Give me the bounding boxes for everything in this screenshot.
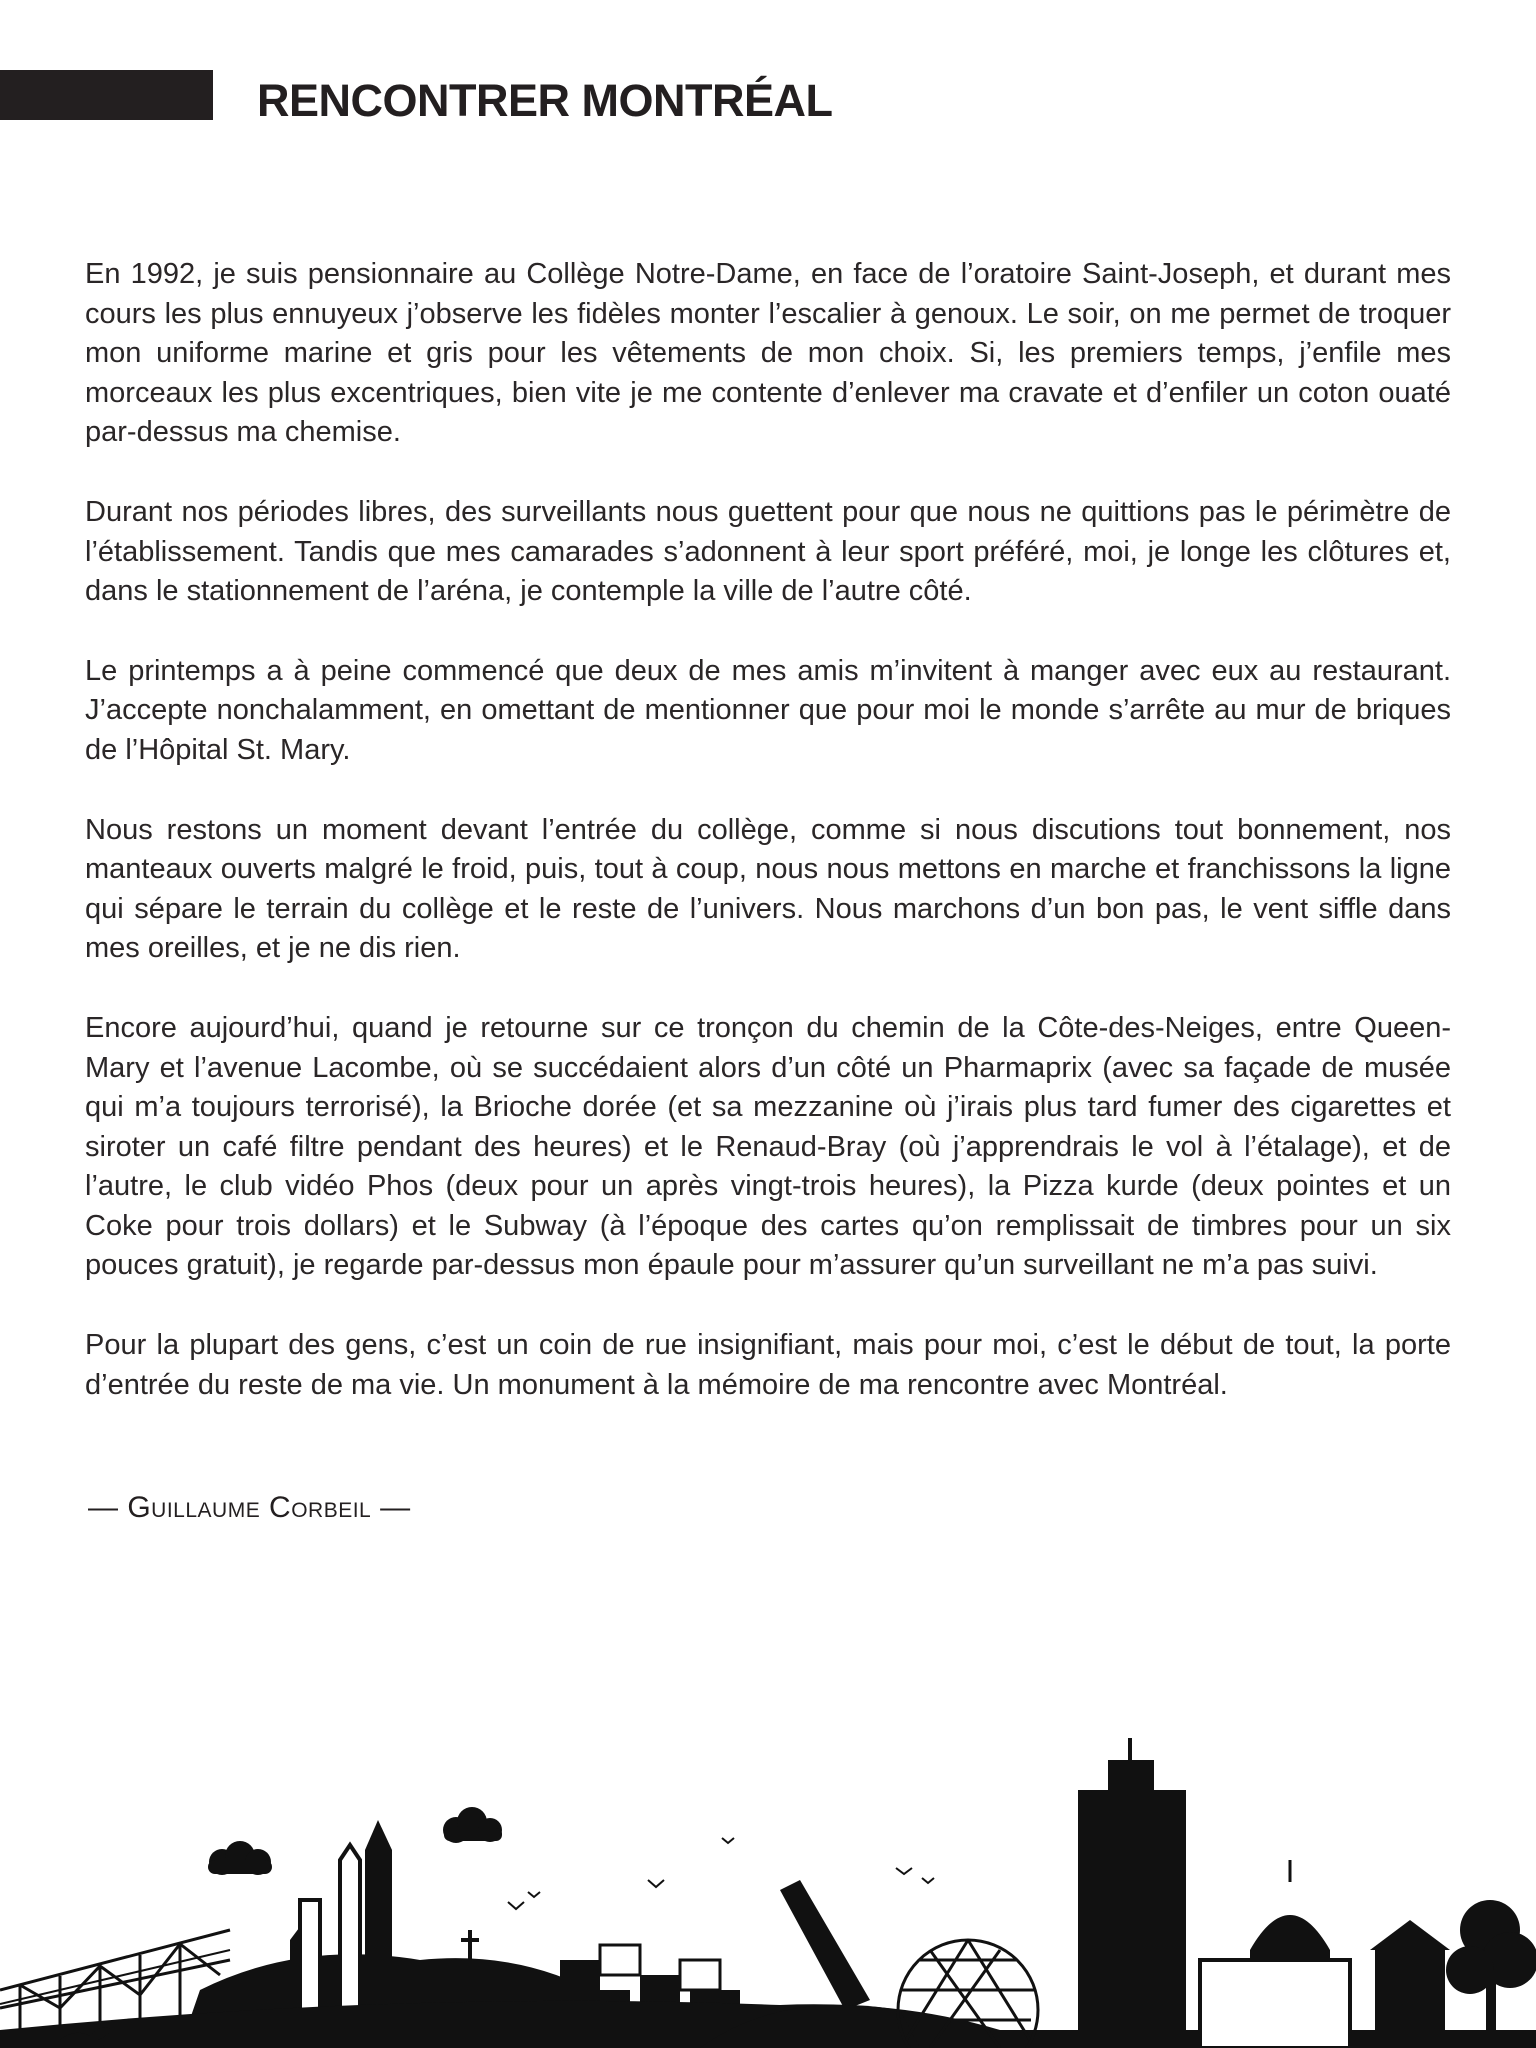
paragraph-4: Nous restons un moment devant l’entrée du collège, comme si nous discutions tout bonnement, nos manteaux ouverts malgré le froid, puis, tout à coup, nous nous mettons en marche et franchissons la ligne qui sépare le terrain du collège et le reste de l’univers. Nous marchons d’un bon pas, le vent siffle dans mes oreilles, et je ne dis rien.: [85, 813, 1451, 965]
paragraph-2: Durant nos périodes libres, des surveillants nous guettent pour que nous ne quittions pas le périmètre de l’établissement. Tandis que mes camarades s’adonnent à leur sport préféré, moi, je longe les clôtures et, dans le stationnement de l’aréna, je contemple la ville de l’autre côté.: [85, 495, 1451, 608]
cloud-center: [443, 1807, 502, 1843]
paragraph-6: Pour la plupart des gens, c’est un coin de rue insignifiant, mais pour moi, c’est le début de tout, la porte d’entrée du reste de ma vie. Un monument à la mémoire de ma rencontre avec Montréal.: [85, 1329, 1451, 1401]
paragraph-5: Encore aujourd’hui, quand je retourne sur ce tronçon du chemin de la Côte-des-Neiges, entre Queen-Mary et l’avenue Lacombe, où se succédaient alors d’un côté un Pharmaprix (avec sa façade de musée qui m’a toujours terrorisé), la Brioche dorée (et sa mezzanine où j’irais plus tard fumer des cigarettes et siroter un café filtre pendant des heures) et le Renaud-Bray (où j’apprendrais le vol à l’étalage), et de l’autre, le club vidéo Phos (deux pour un après vingt-trois heures), la Pizza kurde (deux pointes et un Coke pour trois dollars) et le Subway (à l’époque des cartes qu’on remplissait de timbres pour un six pouces gratuit), je regarde par-dessus mon épaule pour m’assurer qu’un surveillant ne m’a pas suivi.: [85, 1011, 1451, 1282]
paragraph-1: En 1992, je suis pensionnaire au Collège Notre-Dame, en face de l’oratoire Saint-Joseph, et durant mes cours les plus ennuyeux j’observe les fidèles monter l’escalier à genoux. Le soir, on me permet de troquer mon uniforme marine et gris pour les vêtements de mon choix. Si, les premiers temps, j’enfile mes morceaux les plus excentriques, bien vite je me contente d’enlever ma cravate et d’enfiler un coton ouaté par-dessus ma chemise.: [85, 258, 1451, 449]
page-title: RENCONTRER MONTRÉAL: [257, 75, 833, 126]
title-accent-bar: [0, 70, 213, 120]
houses-and-tree: [1370, 1900, 1536, 2048]
tower-right: [1078, 1738, 1186, 2048]
birds: [508, 1838, 934, 1909]
montreal-skyline-illustration: [0, 1728, 1536, 2048]
author-signature: — Guillaume Corbeil —: [88, 1491, 411, 1524]
article-body: [85, 255, 1451, 1445]
cross-icon: [461, 1930, 479, 1962]
oratory-dome: [1200, 1860, 1350, 2048]
paragraph-3: Le printemps a à peine commencé que deux de mes amis m’invitent à manger avec eux au restaurant. J’accepte nonchalamment, en omettant de mentionner que pour moi le monde s’arrête au mur de briques de l’Hôpital St. Mary.: [85, 654, 1451, 766]
cloud-left: [208, 1841, 272, 1875]
